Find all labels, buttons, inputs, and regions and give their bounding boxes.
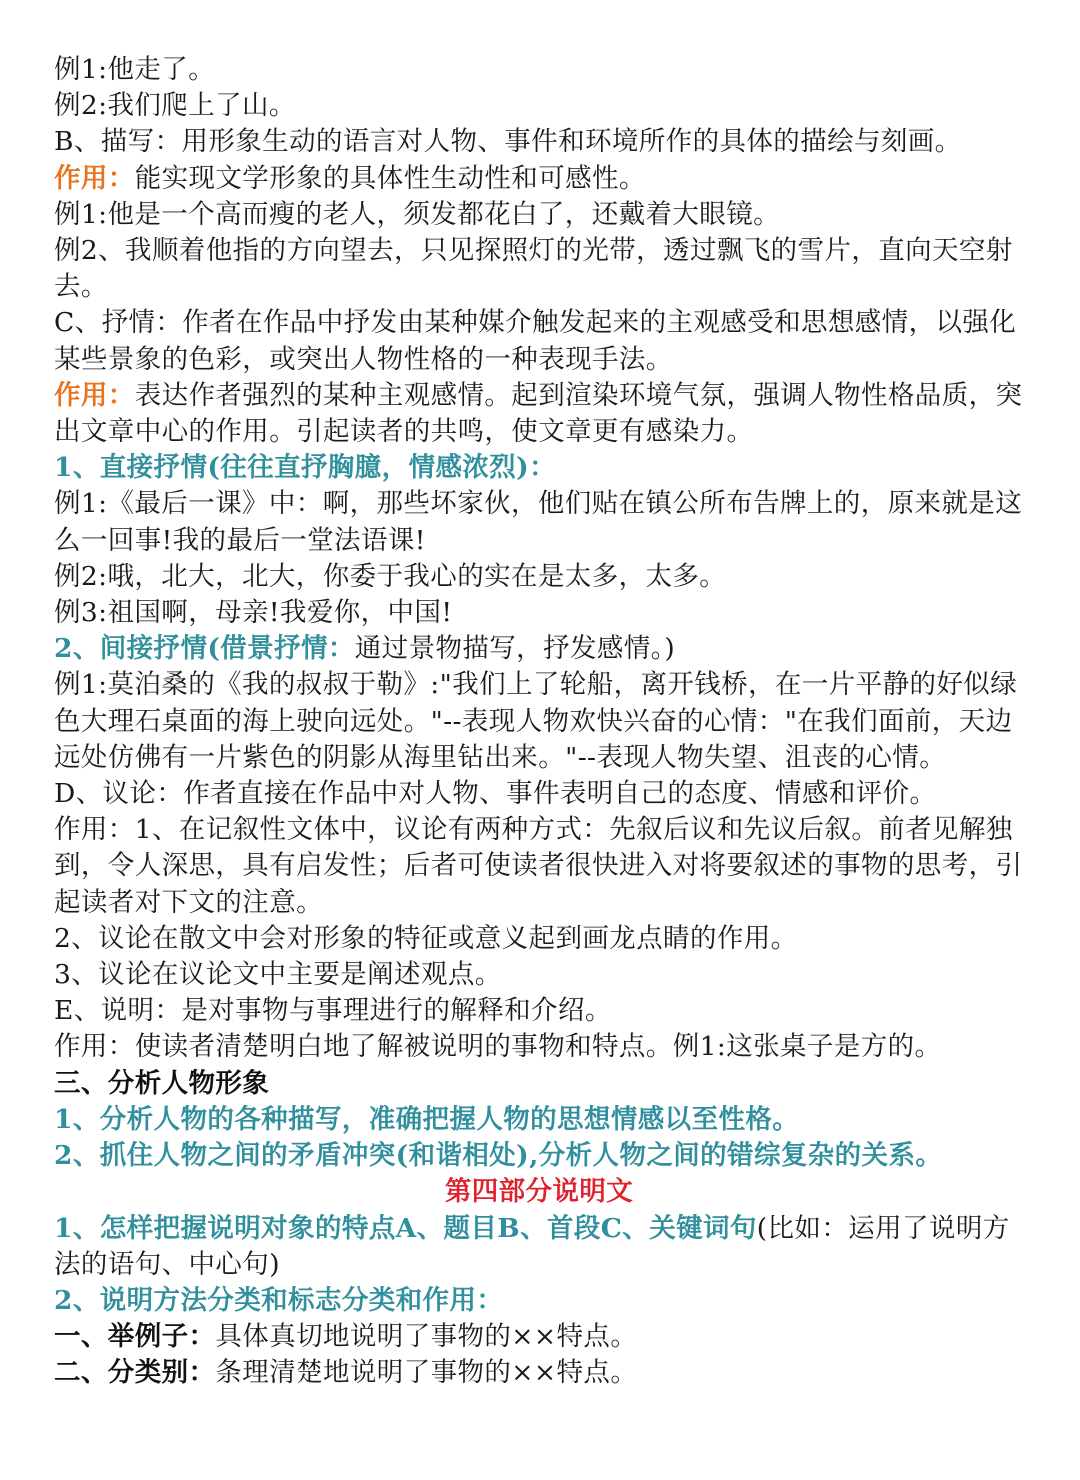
function-label: 作用：: [54, 162, 135, 194]
method-label: 一、举例子：: [54, 1321, 216, 1353]
lyric-definition: C、抒情：作者在作品中抒发由某种媒介触发起来的主观感受和思想感情，以强化某些景象的色彩，或突出人物性格的一种表现手法。: [54, 307, 1017, 375]
function-line: 2、议论在散文中会对形象的特征或意义起到画龙点睛的作用。: [54, 922, 798, 954]
description-definition: B、描写：用形象生动的语言对人物、事件和环境所作的具体的描绘与刻画。: [54, 126, 962, 158]
example-line: 例1:《最后一课》中：啊，那些坏家伙，他们贴在镇公所布告牌上的，原来就是这么一回事!我的最后一堂法语课!: [54, 488, 1023, 556]
subheading-line: [54, 1211, 1024, 1283]
subheading-indirect-lyric: [54, 631, 1024, 667]
subheading-label: 2、间接抒情(借景抒情：: [54, 633, 355, 665]
method-label: 二、分类别：: [54, 1357, 216, 1389]
function-text: 表达作者强烈的某种主观感情。起到渲染环境气氛，强调人物性格品质，突出文章中心的作用。引起读者的共鸣，使文章更有感染力。: [54, 379, 1023, 448]
example-line: 例2:哦，北大，北大，你委于我心的实在是太多，太多。: [54, 560, 727, 592]
function-line: [54, 161, 1024, 197]
example-line: 例2:我们爬上了山。: [54, 90, 296, 122]
example-line: 例1:他走了。: [54, 54, 216, 85]
subheading-line: 2、抓住人物之间的矛盾冲突(和谐相处),分析人物之间的错综复杂的关系。: [54, 1140, 943, 1172]
subheading-text: 通过景物描写，抒发感情。): [354, 633, 676, 665]
explanation-definition: E、说明：是对事物与事理进行的解释和介绍。: [54, 995, 612, 1027]
subheading-text: (比如：运用了说明方法的语句、中心句): [54, 1212, 1010, 1280]
example-line: 例3:祖国啊，母亲!我爱你，中国!: [54, 597, 453, 629]
function-line: 作用：1、在记叙性文体中，议论有两种方式：先叙后议和先议后叙。前者见解独到，令人深思，具有启发性；后者可使读者很快进入对将要叙述的事物的思考，引起读者对下文的注意。: [54, 814, 1023, 918]
subheading-line: 2、说明方法分类和标志分类和作用：: [54, 1284, 504, 1316]
method-text: 条理清楚地说明了事物的××特点。: [215, 1357, 638, 1389]
function-label: 作用：: [54, 379, 135, 411]
method-line: [54, 1319, 1024, 1355]
function-line: 3、议论在议论文中主要是阐述观点。: [54, 959, 502, 991]
part-title: 第四部分说明文: [444, 1176, 634, 1208]
function-line: 作用：使读者清楚明白地了解被说明的事物和特点。例1:这张桌子是方的。: [54, 1031, 942, 1063]
method-line: [54, 1355, 1024, 1391]
function-text: 能实现文学形象的具体性生动性和可感性。: [134, 162, 646, 194]
example-line: 例1:莫泊桑的《我的叔叔于勒》:"我们上了轮船，离开钱桥，在一片平静的好似绿色大理石桌面的海上驶向远处。"--表现人物欢快兴奋的心情："在我们面前，天边远处仿佛有一片紫色的阴影从海里钻出来。"--表现人物失望、沮丧的心情。: [54, 669, 1018, 773]
subheading-direct-lyric: 1、直接抒情(往往直抒胸臆，情感浓烈)：: [54, 452, 557, 484]
subheading-label: 1、怎样把握说明对象的特点A、题目B、首段C、关键词句: [54, 1212, 757, 1244]
function-line: [54, 378, 1024, 450]
method-text: 具体真切地说明了事物的××特点。: [215, 1321, 638, 1353]
example-line: 例2、我顺着他指的方向望去，只见探照灯的光带，透过飘飞的雪片，直向天空射去。: [54, 235, 1013, 303]
argument-definition: D、议论：作者直接在作品中对人物、事件表明自己的态度、情感和评价。: [54, 778, 937, 810]
example-line: 例1:他是一个高而瘦的老人，须发都花白了，还戴着大眼镜。: [54, 198, 780, 230]
section-heading-character: 三、分析人物形象: [54, 1067, 270, 1099]
subheading-line: 1、分析人物的各种描写，准确把握人物的思想情感以至性格。: [54, 1103, 800, 1135]
